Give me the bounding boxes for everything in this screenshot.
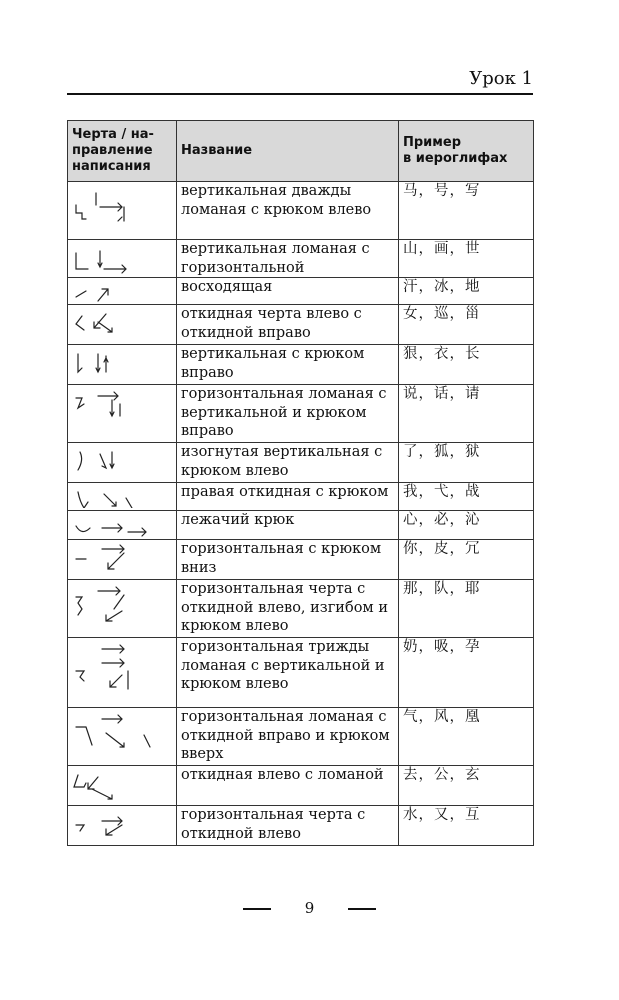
stroke-direction-cell: [68, 766, 177, 806]
stroke-name-cell: откидная влево с ломаной: [177, 766, 399, 806]
table-header-row: [68, 121, 534, 182]
table-row: [68, 766, 534, 806]
stroke-name-cell: вертикальная ломаная с горизонтальной: [177, 240, 399, 278]
right-sweep-hook-icon: [72, 486, 168, 508]
stroke-direction-cell: [68, 708, 177, 766]
strokes-table: [67, 120, 534, 846]
stroke-direction-cell: [68, 638, 177, 708]
page-number: 9: [304, 899, 315, 917]
table-row: [68, 240, 534, 278]
header-name: Название: [177, 121, 399, 182]
stroke-examples-cell: 去，公，玄: [399, 766, 534, 806]
stroke-examples-cell: 奶，吸，孕: [399, 638, 534, 708]
stroke-examples-cell: 了，狐，狱: [399, 443, 534, 483]
table-row: [68, 182, 534, 240]
stroke-direction-cell: [68, 182, 177, 240]
stroke-direction-cell: [68, 385, 177, 443]
stroke-examples-cell: 说，话，请: [399, 385, 534, 443]
stroke-direction-cell: [68, 806, 177, 846]
table-row: [68, 305, 534, 345]
stroke-examples-cell: 水，又，互: [399, 806, 534, 846]
stroke-examples-cell: 山，画，世: [399, 240, 534, 278]
header-direction: Черта / на- правление написания: [68, 121, 177, 182]
stroke-direction-cell: [68, 580, 177, 638]
table-row: [68, 580, 534, 638]
stroke-examples-cell: 女，巡，甾: [399, 305, 534, 345]
table-row: [68, 443, 534, 483]
page-footer: [0, 898, 619, 917]
table-row: [68, 638, 534, 708]
stroke-direction-cell: [68, 511, 177, 540]
bent-vertical-hook-icon: [72, 446, 168, 480]
table-body: [68, 182, 534, 846]
table-row: [68, 540, 534, 580]
stroke-name-cell: изогнутая вертикальная с крюком влево: [177, 443, 399, 483]
table-row: [68, 345, 534, 385]
lesson-title: Урок 1: [469, 68, 533, 89]
header-examples: Пример в иероглифах: [399, 121, 534, 182]
horizontal-right-sweep-hook-up-icon: [72, 711, 168, 763]
table-row: [68, 278, 534, 305]
horizontal-left-sweep-icon: [72, 809, 168, 843]
stroke-name-cell: горизонтальная ломаная с вертикальной и крюком вправо: [177, 385, 399, 443]
table-row: [68, 385, 534, 443]
stroke-name-cell: вертикальная с крюком вправо: [177, 345, 399, 385]
left-right-sweep-icon: [72, 308, 168, 342]
stroke-name-cell: горизонтальная с крюком вниз: [177, 540, 399, 580]
stroke-name-cell: восходящая: [177, 278, 399, 305]
stroke-name-cell: вертикальная дважды ломаная с крюком влево: [177, 182, 399, 240]
footer-dash-right: [348, 908, 376, 910]
stroke-direction-cell: [68, 305, 177, 345]
stroke-examples-cell: 我，弋，战: [399, 483, 534, 511]
header-divider: [67, 93, 533, 95]
footer-dash-left: [243, 908, 271, 910]
lying-hook-icon: [72, 514, 168, 537]
horizontal-hook-down-icon: [72, 543, 168, 577]
stroke-examples-cell: 那，队，耶: [399, 580, 534, 638]
stroke-name-cell: горизонтальная черта с откидной влево: [177, 806, 399, 846]
stroke-direction-cell: [68, 443, 177, 483]
stroke-name-cell: горизонтальная черта с откидной влево, изгибом и крюком влево: [177, 580, 399, 638]
horizontal-vertical-hook-icon: [72, 388, 168, 440]
stroke-direction-cell: [68, 345, 177, 385]
table-row: [68, 806, 534, 846]
stroke-name-cell: горизонтальная ломаная с откидной вправо и крюком вверх: [177, 708, 399, 766]
table-row: [68, 511, 534, 540]
zigzag-double-hook-icon: [72, 185, 168, 237]
stroke-examples-cell: 气，风，凰: [399, 708, 534, 766]
stroke-name-cell: горизонтальная трижды ломаная с вертикальной и крюком влево: [177, 638, 399, 708]
stroke-name-cell: откидная черта влево с откидной вправо: [177, 305, 399, 345]
table-row: [68, 708, 534, 766]
stroke-direction-cell: [68, 240, 177, 278]
rising-icon: [72, 281, 168, 302]
stroke-direction-cell: [68, 483, 177, 511]
vertical-hook-right-icon: [72, 348, 168, 382]
left-sweep-broken-icon: [72, 769, 168, 803]
stroke-examples-cell: 马，号，写: [399, 182, 534, 240]
vertical-horizontal-icon: [72, 243, 168, 275]
table-row: [68, 483, 534, 511]
horizontal-sweep-bend-hook-icon: [72, 583, 168, 635]
stroke-name-cell: правая откидная с крюком: [177, 483, 399, 511]
triple-zigzag-hook-icon: [72, 641, 168, 705]
stroke-name-cell: лежачий крюк: [177, 511, 399, 540]
stroke-examples-cell: 心，必，沁: [399, 511, 534, 540]
stroke-direction-cell: [68, 540, 177, 580]
stroke-examples-cell: 狠，衣，长: [399, 345, 534, 385]
stroke-examples-cell: 汗，冰，地: [399, 278, 534, 305]
stroke-examples-cell: 你，皮，冗: [399, 540, 534, 580]
stroke-direction-cell: [68, 278, 177, 305]
